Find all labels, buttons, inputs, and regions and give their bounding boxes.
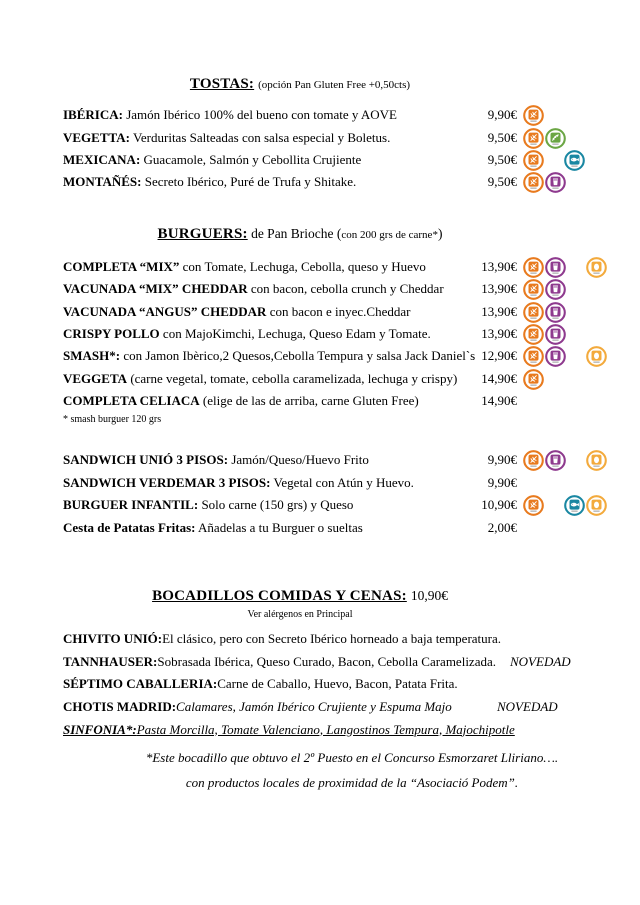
tostas-subtitle: (opción Pan Gluten Free +0,50cts) [258, 79, 411, 91]
menu-item-row [63, 278, 623, 300]
milk-allergen-icon [545, 302, 566, 323]
menu-item-row [63, 368, 623, 390]
gluten-allergen-icon [523, 324, 544, 345]
egg-allergen-icon [586, 346, 607, 367]
item-name: MEXICANA: [63, 151, 141, 167]
allergen-icons [523, 368, 619, 390]
section-tostas [63, 0, 623, 194]
bocadillos-subtitle: Ver alérgenos en Principal [247, 608, 353, 620]
burguers-subtitle-close: ) [437, 225, 443, 241]
allergen-icons [523, 278, 619, 300]
item-name: MONTAÑÉS: [63, 174, 142, 190]
item-price: 13,90€ [481, 281, 517, 297]
item-description: (carne vegetal, tomate, cebolla caramelizada, lechuga y crispy) [127, 370, 458, 386]
novedad-badge: NOVEDAD [510, 653, 571, 669]
tostas-title: TOSTAS: [189, 76, 255, 92]
item-price: 9,50€ [487, 129, 517, 145]
bocadillos-header [63, 587, 537, 605]
item-description: (elige de las de arriba, carne Gluten Free) [199, 393, 419, 409]
burguers-subtitle: de Pan Brioche ( [247, 225, 342, 241]
tostas-header [63, 75, 537, 93]
item-price: 13,90€ [481, 258, 517, 274]
item-name: SMASH*: [63, 348, 121, 364]
item-description: Vegetal con Atún y Huevo. [270, 474, 414, 490]
item-description: Jamón/Queso/Huevo Frito [228, 452, 369, 468]
item-price: 9,90€ [487, 452, 517, 468]
gluten-allergen-icon [523, 150, 544, 171]
item-price: 9,50€ [487, 174, 517, 190]
item-price: 9,90€ [487, 474, 517, 490]
item-name: Cesta de Patatas Fritas: [63, 519, 196, 535]
burguers-items [63, 256, 623, 429]
milk-allergen-icon [545, 257, 566, 278]
item-description: Sobrasada Ibérica, Queso Curado, Bacon, Cebolla Caramelizada. [157, 653, 496, 669]
item-description: Añadelas a tu Burguer o sueltas [195, 519, 363, 535]
menu-item-row [63, 494, 623, 516]
gluten-allergen-icon [523, 369, 544, 390]
item-description: Jamón Ibérico 100% del bueno con tomate y AOVE [122, 107, 397, 123]
egg-allergen-icon [586, 257, 607, 278]
menu-item-row [63, 300, 623, 322]
gluten-allergen-icon [523, 257, 544, 278]
menu-item-row [63, 104, 623, 126]
menu-item-row [63, 673, 575, 696]
burguers-title: BURGUERS: [157, 225, 248, 242]
item-description: El clásico, pero con Secreto Ibérico horneado a baja temperatura. [162, 631, 502, 647]
allergen-icons [523, 301, 619, 323]
menu-item-row [63, 516, 623, 538]
footnote-local-products: con productos locales de proximidad de la “Asociació Podem”. [185, 774, 519, 790]
item-name: COMPLETA “MIX” [63, 258, 180, 274]
soy-allergen-icon [545, 128, 566, 149]
item-name: SINFONIA*: [63, 721, 137, 737]
allergen-icons [523, 104, 619, 126]
allergen-icons [523, 171, 619, 193]
allergen-icons [523, 517, 619, 539]
bocadillos-footnotes [96, 745, 608, 795]
allergen-icons [523, 390, 619, 412]
menu-item-row [63, 696, 575, 719]
allergen-icons [523, 127, 619, 149]
item-price: 14,90€ [481, 393, 517, 409]
item-description: Solo carne (150 grs) y Queso [198, 497, 354, 513]
menu-item-row [63, 345, 623, 367]
item-name: VACUNADA “MIX” CHEDDAR [63, 281, 248, 297]
section-bocadillos [63, 587, 623, 795]
milk-allergen-icon [545, 450, 566, 471]
milk-allergen-icon [545, 324, 566, 345]
item-price: 12,90€ [481, 348, 517, 364]
item-name: CHIVITO UNIÓ: [63, 631, 163, 647]
footnote-contest: *Este bocadillo que obtuvo el 2º Puesto en el Concurso Esmorzaret Lliriano…. [145, 749, 559, 765]
menu-item-row [63, 256, 623, 278]
milk-allergen-icon [545, 279, 566, 300]
menu-item-row [63, 650, 575, 673]
item-price: 2,00€ [487, 519, 517, 535]
item-description: con bacon e inyec.Cheddar [266, 303, 411, 319]
menu-item-row [63, 718, 575, 741]
item-price: 9,90€ [487, 107, 517, 123]
allergen-icons [523, 449, 619, 471]
item-name: VEGGETA [63, 370, 128, 386]
menu-item-row [63, 323, 623, 345]
egg-allergen-icon [586, 450, 607, 471]
item-description: Pasta Morcilla, Tomate Valenciano, Langostinos Tempura, Majochipotle [136, 721, 515, 737]
menu-content [63, 0, 623, 795]
item-price: 9,50€ [487, 151, 517, 167]
item-price: 13,90€ [481, 303, 517, 319]
allergen-icons [523, 323, 619, 345]
item-name: CRISPY POLLO [63, 325, 160, 341]
item-price: 14,90€ [481, 370, 517, 386]
item-description: Guacamole, Salmón y Cebollita Crujiente [140, 151, 362, 167]
novedad-badge: NOVEDAD [497, 698, 558, 714]
item-name: SANDWICH VERDEMAR 3 PISOS: [63, 474, 271, 490]
menu-item-row [63, 171, 623, 193]
item-name: COMPLETA CELIACA [63, 393, 200, 409]
section-sandwiches [63, 449, 623, 539]
item-description: Secreto Ibérico, Puré de Trufa y Shitake. [141, 174, 357, 190]
fish-allergen-icon [564, 150, 585, 171]
gluten-allergen-icon [523, 279, 544, 300]
burguers-header [63, 225, 537, 243]
item-name: VACUNADA “ANGUS” CHEDDAR [63, 303, 267, 319]
item-name: BURGUER INFANTIL: [63, 497, 199, 513]
item-description: Verduritas Salteadas con salsa especial y Boletus. [129, 129, 391, 145]
section-burguers [63, 225, 623, 429]
menu-item-row [63, 149, 623, 171]
milk-allergen-icon [545, 172, 566, 193]
menu-item-row [63, 390, 623, 412]
burguers-subtitle-small: con 200 grs de carne* [341, 228, 438, 241]
item-description: Carne de Caballo, Huevo, Bacon, Patata Frita. [217, 676, 458, 692]
item-description: con Tomate, Lechuga, Cebolla, queso y Huevo [179, 258, 426, 274]
egg-allergen-icon [586, 495, 607, 516]
bocadillos-price: 10,90€ [410, 587, 448, 603]
gluten-allergen-icon [523, 495, 544, 516]
menu-item-row [63, 126, 623, 148]
allergen-icons [523, 345, 619, 367]
menu-item-row [63, 628, 575, 651]
item-name: CHOTIS MADRID: [63, 698, 177, 714]
item-name: SÉPTIMO CABALLERIA: [63, 676, 218, 692]
tostas-items [63, 104, 623, 194]
gluten-allergen-icon [523, 105, 544, 126]
gluten-allergen-icon [523, 172, 544, 193]
item-price: 13,90€ [481, 325, 517, 341]
item-description: Calamares, Jamón Ibérico Crujiente y Espuma Majo [176, 698, 452, 714]
item-price: 10,90€ [481, 497, 517, 513]
allergen-icons [523, 472, 619, 494]
item-description: con MajoKimchi, Lechuga, Queso Edam y Tomate. [159, 325, 431, 341]
fish-allergen-icon [564, 495, 585, 516]
allergen-icons [523, 149, 619, 171]
item-description: con bacon, cebolla crunch y Cheddar [247, 281, 444, 297]
gluten-allergen-icon [523, 128, 544, 149]
item-name: IBÉRICA: [63, 107, 123, 123]
gluten-allergen-icon [523, 302, 544, 323]
gluten-allergen-icon [523, 346, 544, 367]
item-name: SANDWICH UNIÓ 3 PISOS: [63, 452, 229, 468]
allergen-icons [523, 256, 619, 278]
allergen-icons [523, 494, 619, 516]
gluten-allergen-icon [523, 450, 544, 471]
bocadillos-title: BOCADILLOS COMIDAS Y CENAS: [152, 587, 407, 604]
smash-note: * smash burguer 120 grs [63, 414, 162, 426]
menu-item-row [63, 472, 623, 494]
item-name: TANNHAUSER: [63, 653, 158, 669]
bocadillos-items [63, 628, 623, 741]
milk-allergen-icon [545, 346, 566, 367]
item-name: VEGETTA: [63, 129, 130, 145]
menu-item-row [63, 449, 623, 471]
item-description: con Jamon Ibèrico,2 Quesos,Cebolla Tempura y salsa Jack Daniel`s [120, 348, 476, 364]
